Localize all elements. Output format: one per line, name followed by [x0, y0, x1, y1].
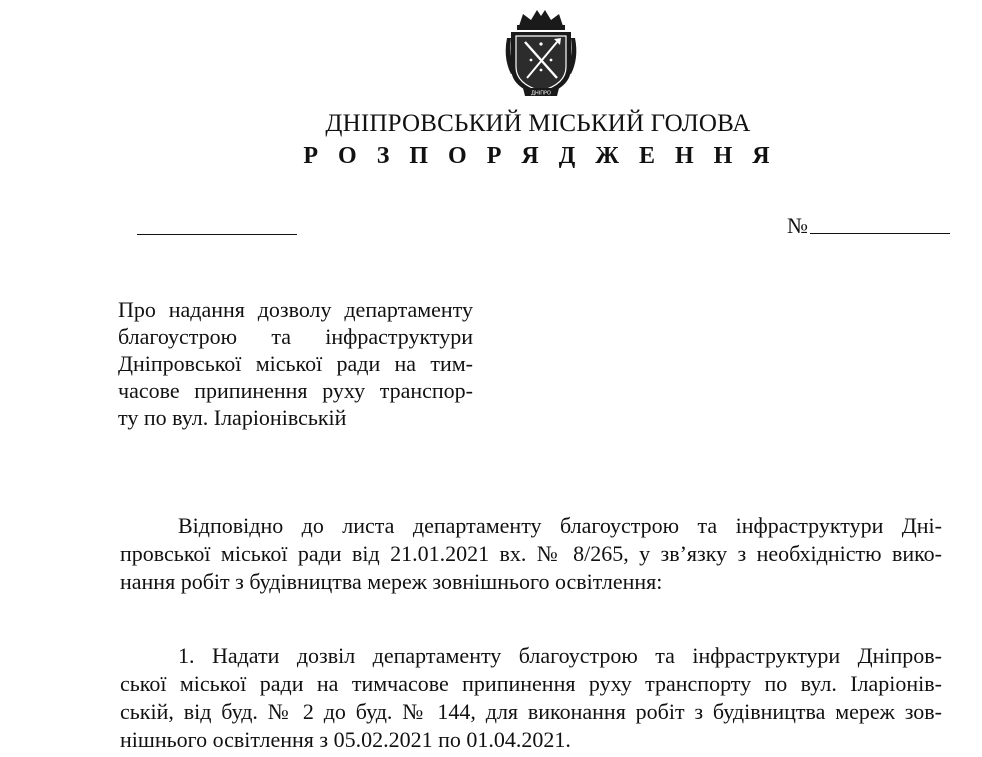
paragraph-line: нішнього освітлення з 05.02.2021 по 01.04.2021. [120, 727, 571, 752]
svg-text:ДНІПРО: ДНІПРО [531, 90, 551, 97]
date-blank-line [137, 234, 297, 235]
subject-line: благоустрою та інфраструктури [118, 324, 473, 349]
subject-line: ту по вул. Іларіонівській [118, 405, 347, 430]
paragraph-line: 1. Надати дозвіл департаменту благоустрою та інфраструктури Дніпров- [178, 643, 942, 668]
subject-line: часове припинення руху транспор- [118, 378, 473, 403]
order-subject [118, 296, 473, 431]
number-sign: № [787, 213, 808, 238]
number-blank-line [810, 232, 950, 234]
paragraph-line: ській, від буд. № 2 до буд. № 144, для виконання робіт з будівництва мереж зов- [120, 699, 942, 724]
preamble-paragraph [120, 512, 942, 596]
paragraph-line: нання робіт з будівництва мереж зовнішнього освітлення: [120, 569, 663, 594]
office-title: ДНІПРОВСЬКИЙ МІСЬКИЙ ГОЛОВА [325, 110, 751, 137]
paragraph-line: провської міської ради від 21.01.2021 вх. № 8/265, у зв’язку з необхідністю вико- [120, 541, 942, 566]
paragraph-line: Відповідно до листа департаменту благоустрою та інфраструктури Дні- [178, 513, 942, 538]
paragraph-line: ської міської ради на тимчасове припинення руху транспорту по вул. Іларіонів- [120, 671, 942, 696]
document-number-field [787, 213, 950, 239]
document-type-heading: Р О З П О Р Я Д Ж Е Н Н Я [303, 143, 777, 169]
subject-line: Про надання дозволу департаменту [118, 297, 473, 322]
clause-1-paragraph [120, 642, 942, 754]
subject-line: Дніпровської міської ради на тим- [118, 351, 473, 376]
dnipro-coat-of-arms-icon [501, 8, 581, 100]
